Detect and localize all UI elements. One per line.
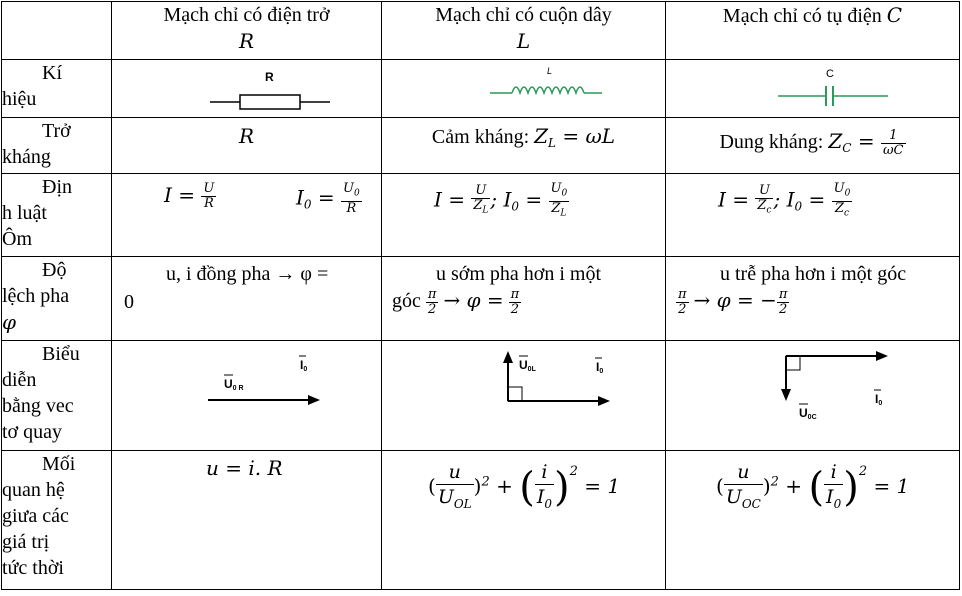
inductor-ohm-formula: I = $\frac{U}{Z_L}$ ; $I_0$ = $\frac{U_0}{Z_L}$ <box>434 181 568 219</box>
u0r-label: U0 R <box>224 377 244 392</box>
resistor-relation-cell <box>112 451 382 590</box>
inductor-ohm-cell <box>382 174 666 257</box>
resistor-symbol-cell <box>112 60 382 118</box>
resistor-impedance-cell <box>112 118 382 174</box>
inductor-relation-cell <box>382 451 666 590</box>
resistor-ohm-cell <box>112 174 382 257</box>
row-label-relation <box>2 451 112 590</box>
row-label-phase-symbol: φ <box>2 310 17 334</box>
inductor-impedance-formula: $Z_L = \omega L$ <box>534 124 616 150</box>
relation-row <box>2 451 960 590</box>
vector-row <box>2 341 960 451</box>
header-row <box>2 2 960 60</box>
resistor-ohm-formula-i: I = $\frac{U}{R}$ <box>164 181 215 211</box>
resistor-phasor-diagram <box>112 341 382 451</box>
inductor-symbol-cell <box>382 60 666 118</box>
header-capacitor <box>666 2 960 60</box>
header-inductor-symbol: L <box>516 29 531 53</box>
row-label-vector-line4: tơ quay <box>2 421 63 443</box>
row-label-vector-line3: bằng vec <box>2 395 74 417</box>
i0-label-capacitor: I0 <box>875 392 883 407</box>
header-resistor <box>112 2 382 60</box>
capacitor-icon <box>666 60 960 118</box>
resistor-symbol-icon <box>112 60 382 118</box>
capacitor-phase-angle: $\frac{\pi}{2}$ → φ = − $\frac{\pi}{2}$ <box>678 286 788 317</box>
capacitor-ohm-formula: I = $\frac{U}{Z_c}$ ; $I_0$ = $\frac{U_0}{Z_c}$ <box>718 181 851 219</box>
row-label-relation-line5: tức thời <box>2 557 64 579</box>
u0c-label: U0C <box>799 406 817 421</box>
impedance-row <box>2 118 960 174</box>
i0-label-resistor: I0 <box>300 358 308 373</box>
row-label-ohm-line2: h luật <box>2 202 47 224</box>
inductor-impedance-cell <box>382 118 666 174</box>
row-label-ohm <box>2 174 112 257</box>
inductor-phasor-diagram <box>382 341 666 451</box>
row-label-symbol <box>2 60 112 118</box>
comparison-table <box>1 1 960 590</box>
row-label-ohm-line1: Địn <box>42 176 72 198</box>
i0-label-inductor: I0 <box>596 360 604 375</box>
capacitor-relation-formula: ( u $U_{OC}$ )$^2$ + ( $\frac{i}{I_0}$ )$^2$ = 1 <box>716 460 910 511</box>
row-label-relation-line1: Mối <box>42 453 76 475</box>
inductor-relation-formula: ( u $U_{OL}$ )$^2$ + ( $\frac{i}{I_0}$ )$^2$ = 1 <box>428 460 621 511</box>
ohm-law-row <box>2 174 960 257</box>
resistor-ohm-formula-i0: $I_0$ = $\frac{U_0}{R}$ <box>296 181 360 216</box>
header-capacitor-text: Mạch chỉ có tụ điện <box>722 5 882 27</box>
resistor-impedance: R <box>238 124 255 148</box>
row-label-phase-line1: Độ <box>42 259 67 281</box>
row-label-vector-line2: diễn <box>2 369 37 391</box>
capacitor-impedance-formula: $Z_C$ = <box>828 129 881 155</box>
capacitor-symbol-cell <box>666 60 960 118</box>
capacitor-impedance-cell <box>666 118 960 174</box>
row-label-relation-line3: giưa các <box>2 505 69 527</box>
empty-corner-cell <box>2 2 112 60</box>
header-inductor-text: Mạch chỉ có cuộn dây <box>435 4 612 26</box>
symbol-row <box>2 60 960 118</box>
inductor-phase-cell <box>382 257 666 341</box>
inductor-coil-icon <box>382 60 666 118</box>
inductor-vector-cell <box>382 341 666 451</box>
resistor-phase-cell <box>112 257 382 341</box>
capacitor-phase-cell <box>666 257 960 341</box>
capacitor-symbol-letter: C <box>826 68 834 80</box>
capacitor-phase-text: u trễ pha hơn i một góc <box>720 263 907 285</box>
capacitor-relation-cell <box>666 451 960 590</box>
capacitor-phasor-diagram <box>666 341 960 451</box>
row-label-relation-line4: giá trị <box>2 531 50 553</box>
header-capacitor-symbol: C <box>886 3 903 27</box>
resistor-vector-cell <box>112 341 382 451</box>
resistor-symbol-letter: R <box>265 70 274 84</box>
capacitor-impedance-fraction: $\frac{1}{\omega C}$ <box>882 127 904 158</box>
row-label-impedance <box>2 118 112 174</box>
row-label-symbol-line2: hiệu <box>2 88 37 110</box>
inductor-impedance-label: Cảm kháng: <box>431 126 535 148</box>
inductor-symbol-letter: L <box>547 66 553 76</box>
row-label-ohm-line3: Ôm <box>2 228 32 250</box>
resistor-relation-formula: u = i. R <box>206 456 283 480</box>
row-label-impedance-line2: kháng <box>2 146 51 168</box>
inductor-phase-angle: góc $\frac{\pi}{2}$ → φ = $\frac{\pi}{2}$ <box>392 286 520 317</box>
header-resistor-symbol: R <box>238 29 255 53</box>
capacitor-ohm-cell <box>666 174 960 257</box>
inductor-phase-text: u sớm pha hơn i một <box>436 263 602 285</box>
row-label-impedance-line1: Trở <box>42 120 71 142</box>
u0l-label: U0L <box>519 358 536 373</box>
inductor-phase-prefix: góc <box>392 290 421 312</box>
capacitor-impedance-label: Dung kháng: <box>719 131 829 153</box>
header-resistor-text: Mạch chỉ có điện trở <box>163 4 330 26</box>
header-inductor <box>382 2 666 60</box>
phase-row <box>2 257 960 341</box>
row-label-phase <box>2 257 112 341</box>
row-label-symbol-line1: Kí <box>42 62 62 84</box>
row-label-phase-line2: lệch pha <box>2 285 70 307</box>
resistor-phase-text: u, i đồng pha → φ = <box>166 263 329 285</box>
row-label-vector-line1: Biểu <box>42 343 80 365</box>
row-label-relation-line2: quan hệ <box>2 479 65 501</box>
row-label-vector <box>2 341 112 451</box>
capacitor-vector-cell <box>666 341 960 451</box>
resistor-phase-value: 0 <box>124 291 134 313</box>
